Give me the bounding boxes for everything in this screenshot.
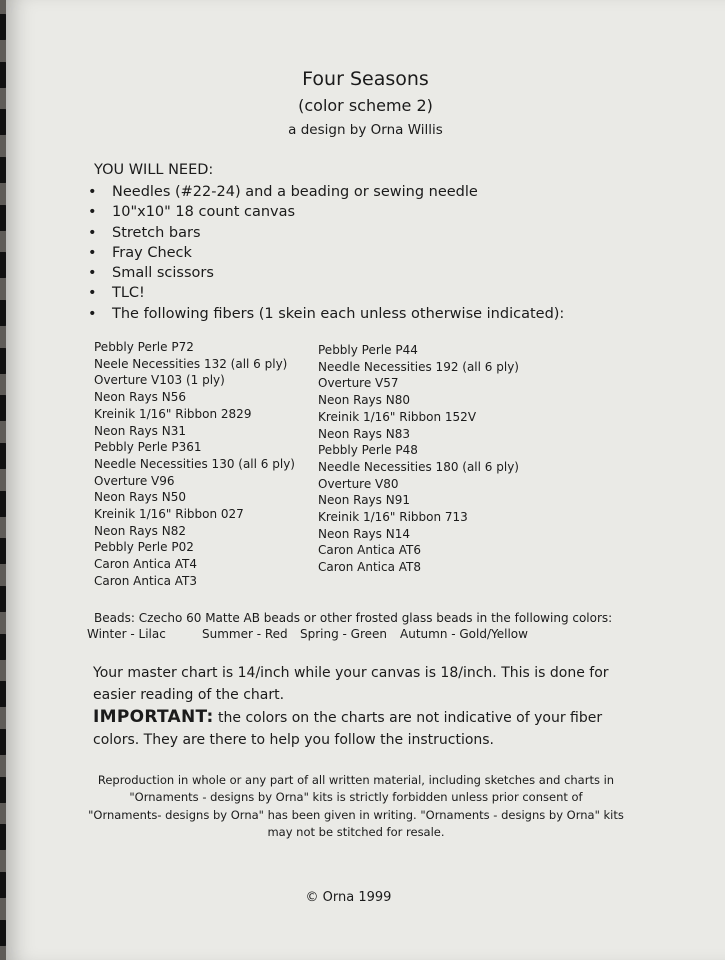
list-item: • Needles (#22-24) and a beading or sewing needle [88,182,564,202]
important-label: IMPORTANT: [93,707,214,727]
bullet-icon: • [88,184,97,200]
list-item: Pebbly Perle P44 [318,343,418,357]
bead-color-winter: Winter - Lilac [87,627,166,641]
list-item: Neon Rays N31 [94,423,186,438]
list-item: • 10"x10" 18 count canvas [88,202,564,222]
bead-color-spring: Spring - Green [300,627,388,641]
list-item: • Fray Check [88,243,564,263]
bullet-icon: • [88,265,97,282]
page-title: Four Seasons [302,68,429,90]
list-item: Caron Antica AT3 [94,573,198,588]
you-will-need-heading: YOU WILL NEED: [94,162,214,178]
list-item: • Stretch bars [88,223,564,243]
list-item: Caron Antica AT4 [94,557,198,572]
bullet-icon: • [88,204,97,221]
list-item: Kreinik 1/16" Ribbon 027 [94,507,244,522]
list-item: Neon Rays N91 [318,493,410,508]
list-item: Overture V80 [318,476,399,491]
bead-color-summer: Summer - Red [202,627,288,641]
list-item: Neon Rays N83 [318,426,410,441]
fibers-list-left [94,339,295,590]
copyright-notice: © Orna 1999 [305,890,392,905]
list-item: Neon Rays N80 [318,393,410,408]
bullet-icon: • [88,244,97,261]
supplies-list [88,182,564,324]
reproduction-notice: Reproduction in whole or any part of all written material, including sketches and charts in "Ornaments - designs by Orna" kits is strictly forbidden unless prior consent of "Ornaments- designs by Orna" has been given in writing. "Ornaments - designs by Orna" kits may not be stitched for resale. [88,773,624,839]
list-item: Overture V96 [94,473,175,488]
list-item: Neon Rays N82 [94,523,186,538]
list-item: • The following fibers (1 skein each unless otherwise indicated): [88,304,564,324]
list-item: Kreinik 1/16" Ribbon 152V [318,409,477,424]
beads-description: Beads: Czecho 60 Matte AB beads or other frosted glass beads in the following colors: [94,611,613,625]
list-item: Kreinik 1/16" Ribbon 2829 [94,406,252,421]
list-item: Neon Rays N56 [94,390,186,405]
list-item: Needle Necessities 180 (all 6 ply) [318,459,519,474]
chart-scale-note: Your master chart is 14/inch while your canvas is 18/inch. This is done for easier reading of the chart. [93,665,609,703]
list-item: Pebbly Perle P48 [318,443,418,458]
instruction-page [6,0,725,960]
list-item: Neon Rays N14 [318,526,410,541]
important-note: IMPORTANT: the colors on the charts are not indicative of your fiber colors. They are there to help you follow the instructions. [93,707,603,748]
list-item: Pebbly Perle P361 [94,440,202,455]
list-item: Neon Rays N50 [94,490,186,505]
list-item: Needle Necessities 130 (all 6 ply) [94,456,295,471]
page-subtitle: (color scheme 2) [298,96,433,115]
list-item: Overture V103 (1 ply) [94,373,225,388]
list-item: Overture V57 [318,376,399,391]
list-item: Pebbly Perle P02 [94,540,194,555]
list-item: • Small scissors [88,263,564,283]
author-credit: a design by Orna Willis [288,122,443,138]
list-item: Caron Antica AT8 [318,560,422,575]
list-item: Kreinik 1/16" Ribbon 713 [318,510,468,525]
bullet-icon: • [88,305,97,322]
bullet-icon: • [88,224,97,241]
list-item: Caron Antica AT6 [318,543,422,558]
list-item: Needle Necessities 192 (all 6 ply) [318,359,519,374]
list-item: • TLC! [88,283,564,303]
bead-color-autumn: Autumn - Gold/Yellow [400,627,528,641]
list-item: Pebbly Perle P72 [94,340,194,354]
fibers-list-right [318,342,519,576]
list-item: Neele Necessities 132 (all 6 ply) [94,356,288,371]
bullet-icon: • [88,285,97,302]
